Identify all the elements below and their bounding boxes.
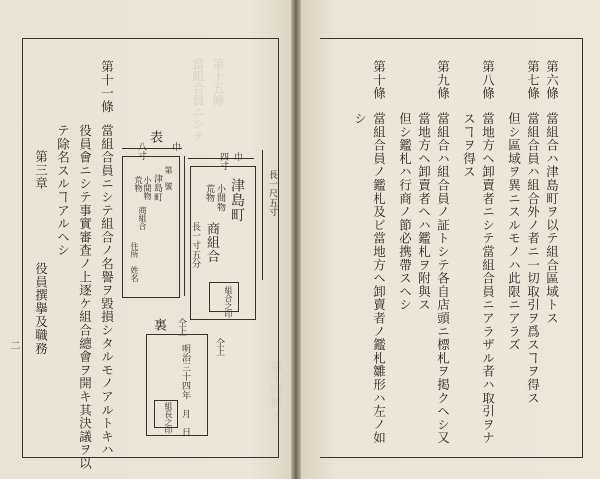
article-9-text-cont: 當地方ヘ卸賣者ヘハ鑑札ヲ附與ス <box>416 112 432 312</box>
signboard-width: 四寸 <box>218 152 228 171</box>
article-10-text: 當組合員ノ鑑札及ビ當地方ヘ卸賣者ノ鑑札雛形ハ左ノ如 <box>371 112 387 445</box>
article-10-text-cont: シ <box>352 112 368 126</box>
tag-width: 八寸 <box>136 142 146 161</box>
back-label: 裏 <box>151 318 166 332</box>
chief-seal: 組長之印 <box>164 402 173 434</box>
article-8-text-cont: スヿヲ得ス <box>461 112 477 179</box>
article-10-heading: 第十條 <box>371 60 387 100</box>
tag-height: 長一寸五分 <box>190 222 200 269</box>
article-9-heading: 第九條 <box>435 60 451 100</box>
tag-association: 商組合 <box>138 206 147 230</box>
article-6-text: 當組合ハ津島町ヲ以テ組合區域トス <box>544 112 560 325</box>
article-11-line-3: テ除名スルヿアルヘシ <box>55 124 71 257</box>
article-11-line-2: 役員會ニシテ事實審査ノ上逐ケ組合總會ヲ開キ其決議ヲ以 <box>77 124 93 470</box>
tag-goods: 小間物 <box>143 176 152 200</box>
signboard-height: 長一尺五寸 <box>267 170 277 217</box>
article-9-text: 當組合ハ組合員ノ証トシテ各自店頭ニ標札ヲ掲クヘシ又 <box>435 112 451 445</box>
signboard-date: 明治三十四年 月 日 <box>180 344 190 437</box>
article-11-heading: 第十一條 <box>99 60 115 114</box>
article-8-text: 當地方ヘ卸賣者ニシテ當組合員ニアラザル者ハ取引ヲナ <box>480 112 496 445</box>
article-7-text: 當組合員ハ組合外ノ者ニ一切取引ヲ爲スヿヲ得ス <box>525 112 541 405</box>
article-7-proviso: 但シ區域ヲ異ニスルモノハ此限ニアラズ <box>506 112 522 352</box>
article-11-line-1: 當組合員ニシテ組合ノ名譽ヲ毀損シタルモノアルトキハ <box>99 124 115 457</box>
bleed-through-text: 第十四條ノ <box>269 360 283 420</box>
signboard-width-label: 巾 <box>232 152 242 162</box>
article-7-heading: 第七條 <box>525 60 541 100</box>
bleed-through-text: 當組合員ニシテ <box>191 58 205 142</box>
signboard-goods: 小間物 <box>215 184 225 212</box>
height-dimension-line <box>262 150 263 280</box>
signboard-town: 津島町 <box>229 178 245 223</box>
tag-number: 第 號 <box>164 166 173 190</box>
front-label: 表 <box>147 130 162 144</box>
signboard-association: 商組合 <box>204 222 219 264</box>
tag-width-line <box>122 148 182 149</box>
article-8-heading: 第八條 <box>480 60 496 100</box>
tag-town: 津島町 <box>152 174 162 202</box>
article-6-heading: 第六條 <box>544 60 560 100</box>
chapter-title: 役員撰擧及職務 <box>33 262 49 356</box>
same-as-above-top: 仝上 <box>176 318 186 337</box>
book-gutter <box>291 0 301 479</box>
tag-category: 荒物 <box>134 176 143 192</box>
article-9-proviso: 但シ鑑札ハ行商ノ節必携帶スヘシ <box>397 112 413 312</box>
tag-name: 姓名 <box>130 266 139 282</box>
signboard-category: 荒物 <box>204 184 214 203</box>
right-page-frame <box>320 38 583 458</box>
same-as-above-bottom: 仝上 <box>214 338 224 357</box>
page-number: 二 <box>8 340 19 350</box>
tag-width-label: 巾 <box>170 142 180 152</box>
association-seal: 組合之印 <box>224 286 233 318</box>
chapter-heading: 第三章 <box>33 150 49 190</box>
tag-address: 住所 <box>130 242 139 258</box>
bleed-through-text: 第十五條 <box>211 58 225 106</box>
tag-height-line <box>184 156 185 296</box>
width-dimension-line <box>188 158 254 159</box>
